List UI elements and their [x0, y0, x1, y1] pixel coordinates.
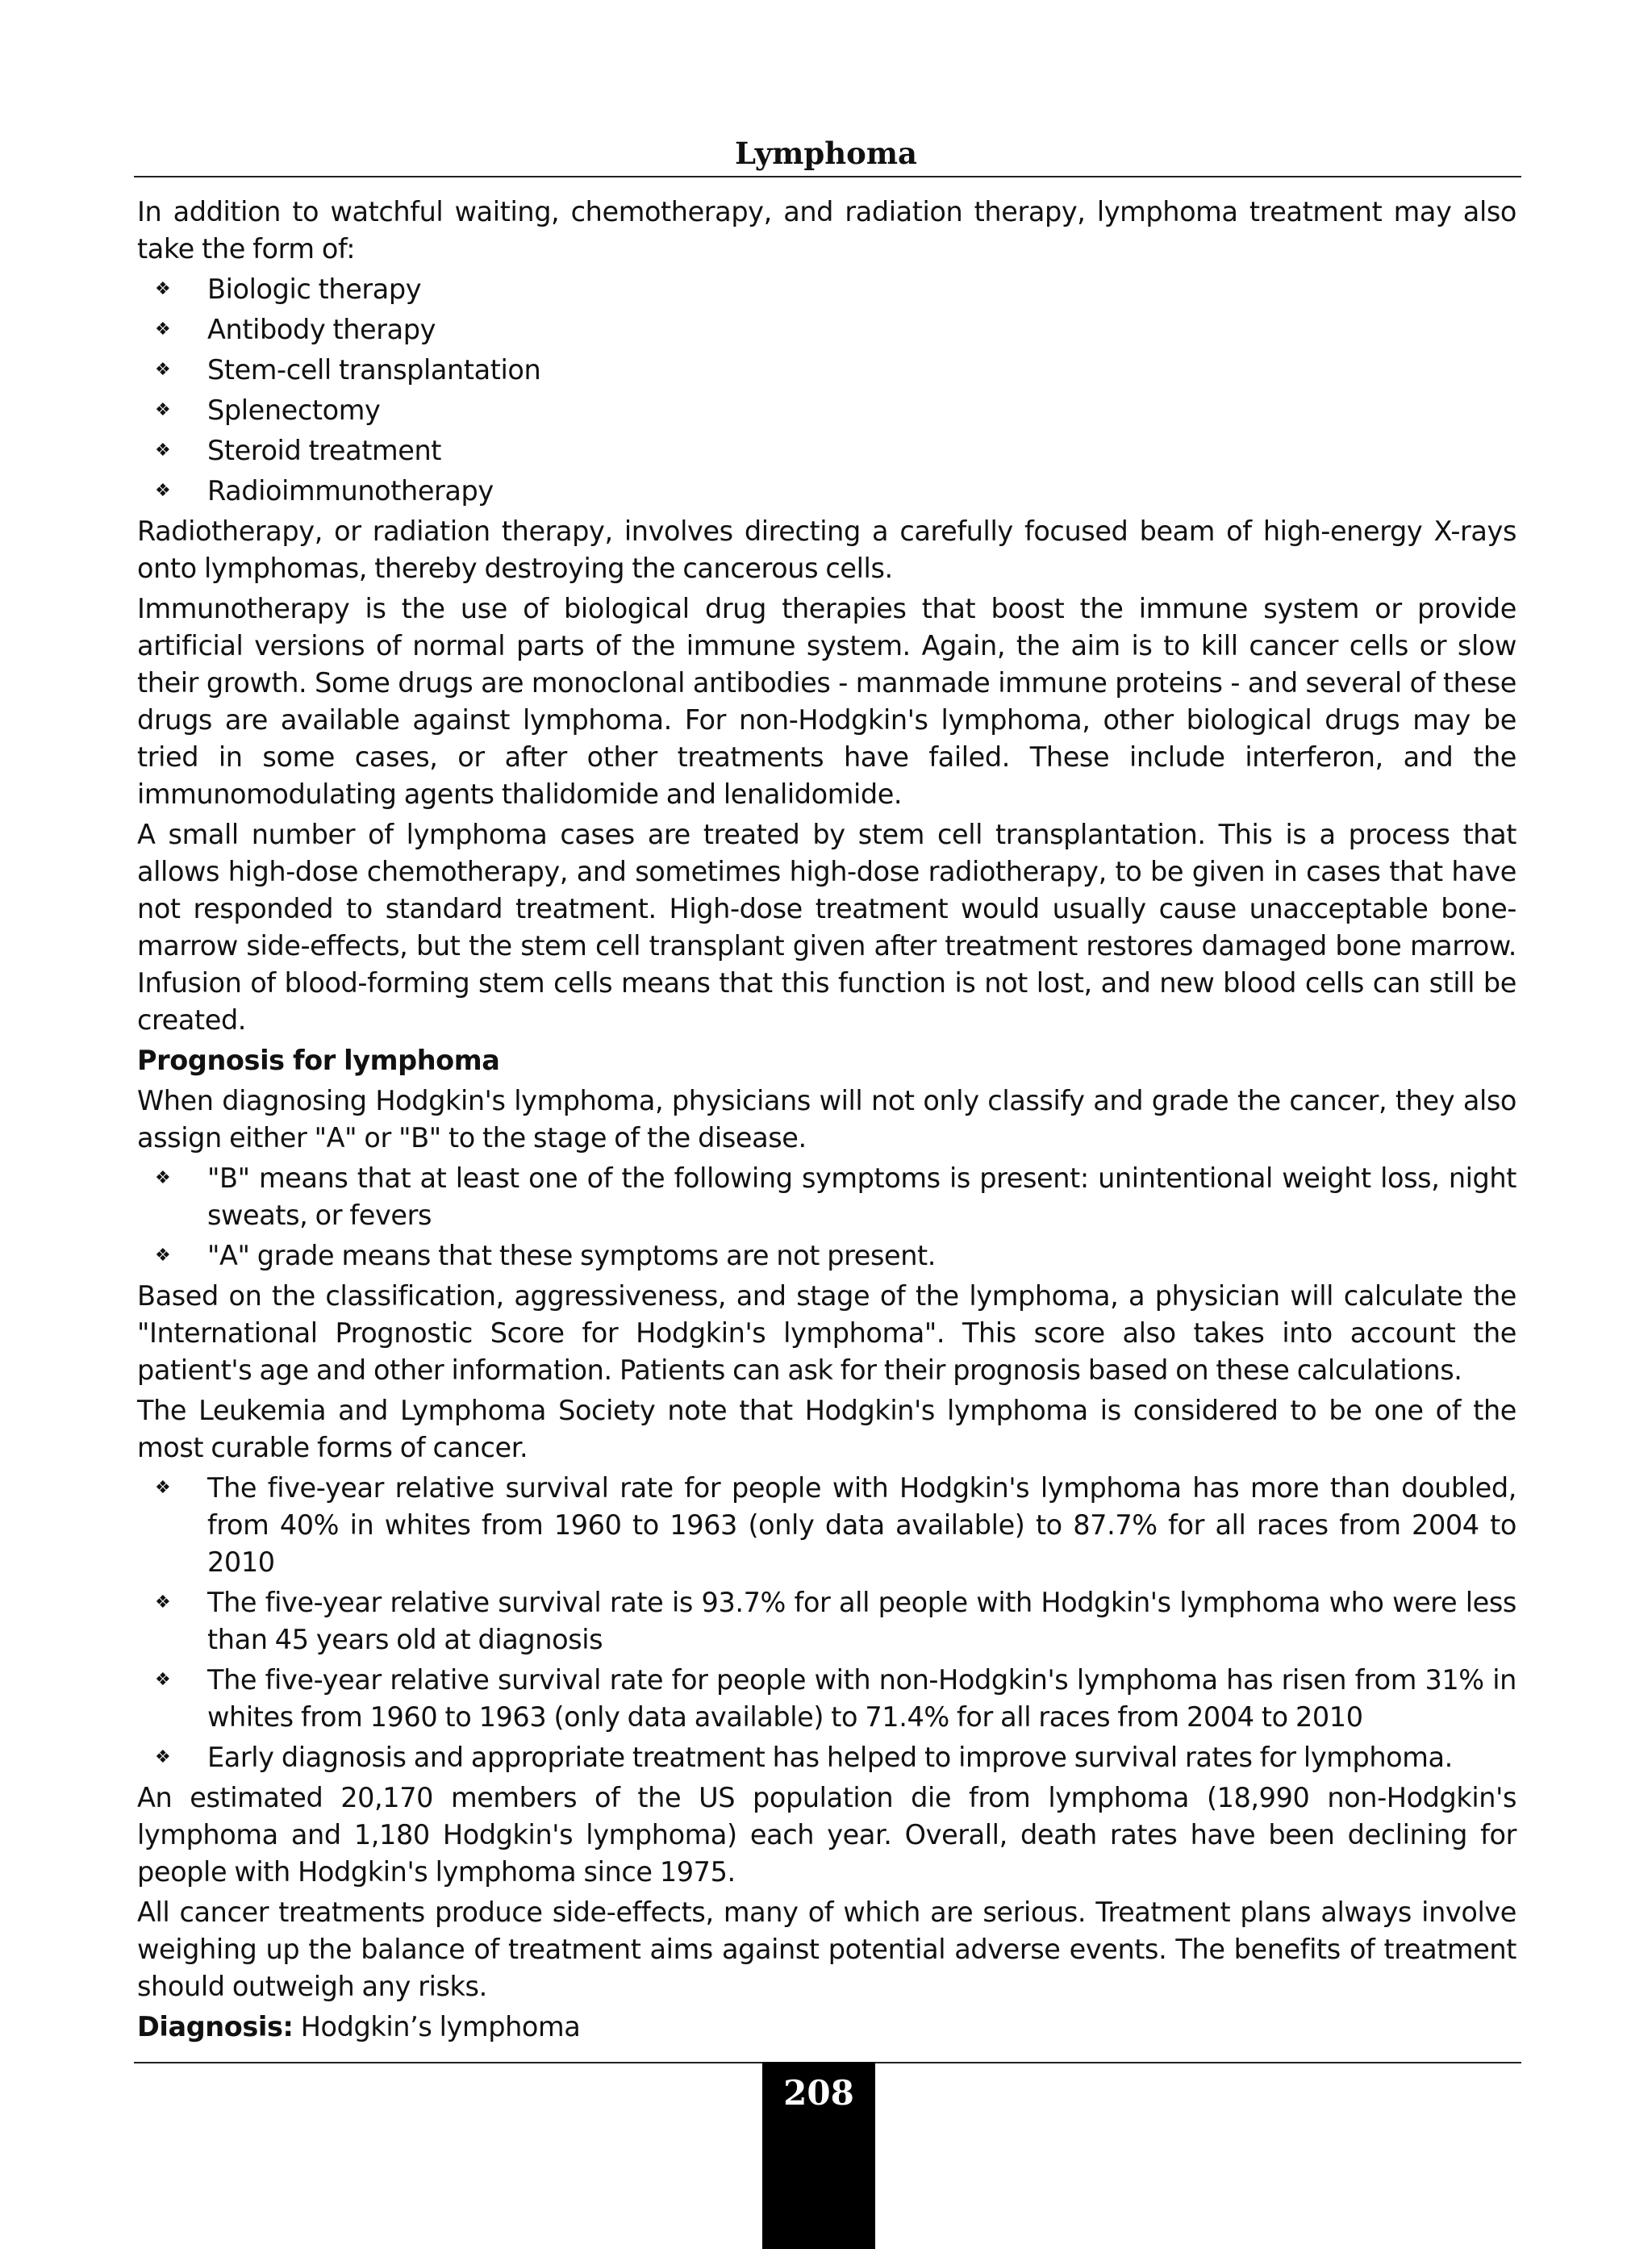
diamond-bullet-icon: ❖ [155, 400, 171, 420]
diamond-bullet-icon: ❖ [155, 1670, 171, 1690]
list-item [137, 432, 1516, 469]
prognosis-intro-paragraph: When diagnosing Hodgkin's lymphoma, physicians will not only classify and grade the cancer, they also assign either "A" or "B" to the stage of the disease. [137, 1085, 1516, 1154]
list-item [137, 1237, 1516, 1275]
list-item [137, 311, 1516, 348]
list-item-text: Radioimmunotherapy [207, 475, 494, 507]
list-item [137, 1662, 1516, 1736]
page-number: 208 [783, 2073, 854, 2113]
diamond-bullet-icon: ❖ [155, 279, 171, 299]
list-item-text: Biologic therapy [207, 273, 422, 305]
list-item-text: The five-year relative survival rate for people with Hodgkin's lymphoma has more than doubled, from 40% in whites from 1960 to 1963 (only data available) to 87.7% for all races from 2004 to 2010 [207, 1472, 1516, 1578]
list-item [137, 1160, 1516, 1234]
page-content [137, 194, 1516, 2049]
page-number-box [762, 2062, 875, 2249]
list-item [137, 271, 1516, 308]
diamond-bullet-icon: ❖ [155, 481, 171, 501]
intro-paragraph: In addition to watchful waiting, chemotherapy, and radiation therapy, lymphoma treatment may also take the form of: [137, 196, 1516, 265]
treatment-forms-list [137, 271, 1516, 510]
list-item-text: The five-year relative survival rate is 93.7% for all people with Hodgkin's lymphoma who were less than 45 years old at diagnosis [207, 1587, 1516, 1655]
diamond-bullet-icon: ❖ [155, 319, 171, 340]
list-item-text: Early diagnosis and appropriate treatment has helped to improve survival rates for lymphoma. [207, 1742, 1453, 1773]
diamond-bullet-icon: ❖ [155, 1592, 171, 1613]
radiotherapy-paragraph: Radiotherapy, or radiation therapy, involves directing a carefully focused beam of high-energy X-rays onto lymphomas, thereby destroying the cancerous cells. [137, 515, 1516, 584]
diamond-bullet-icon: ❖ [155, 360, 171, 380]
immunotherapy-paragraph: Immunotherapy is the use of biological drug therapies that boost the immune system or provide artificial versions of normal parts of the immune system. Again, the aim is to kill cancer cells or slow their growth. Some drugs are monoclonal antibodies - manmade immune proteins - and several of these drugs are available against lymphoma. For non-Hodgkin's lymphoma, other biological drugs may be tried in some cases, or after other treatments have failed. These include interferon, and the immunomodulating agents thalidomide and lenalidomide. [137, 593, 1516, 810]
list-item-text: Splenectomy [207, 394, 381, 426]
diamond-bullet-icon: ❖ [155, 1168, 171, 1188]
list-item-text: Steroid treatment [207, 435, 442, 466]
list-item-text: Stem-cell transplantation [207, 354, 541, 386]
list-item [137, 392, 1516, 429]
list-item [137, 1470, 1516, 1581]
page-header-title: Lymphoma [735, 136, 917, 171]
list-item-text: The five-year relative survival rate for people with non-Hodgkin's lymphoma has risen from 31% in whites from 1960 to 1963 (only data available) to 71.4% for all races from 2004 to 2010 [207, 1664, 1516, 1733]
grades-list [137, 1160, 1516, 1275]
diamond-bullet-icon: ❖ [155, 1747, 171, 1767]
list-item-text: "A" grade means that these symptoms are not present. [207, 1240, 937, 1271]
survival-facts-list [137, 1470, 1516, 1776]
diamond-bullet-icon: ❖ [155, 1478, 171, 1498]
diamond-bullet-icon: ❖ [155, 440, 171, 461]
list-item-text: Antibody therapy [207, 314, 436, 345]
list-item [137, 1584, 1516, 1659]
list-item [137, 352, 1516, 389]
list-item [137, 1739, 1516, 1776]
diagnosis-value: Hodgkin’s lymphoma [293, 2011, 581, 2042]
stem-cell-paragraph: A small number of lymphoma cases are treated by stem cell transplantation. This is a process that allows high-dose chemotherapy, and sometimes high-dose radiotherapy, to be given in cases that have not responded to standard treatment. High-dose treatment would usually cause unacceptable bone-marrow side-effects, but the stem cell transplant given after treatment restores damaged bone marrow. Infusion of blood-forming stem cells means that this function is not lost, and new blood cells can still be created. [137, 819, 1516, 1036]
list-item-text: "B" means that at least one of the following symptoms is present: unintentional weight loss, night sweats, or fevers [207, 1162, 1516, 1231]
side-effects-paragraph: All cancer treatments produce side-effects, many of which are serious. Treatment plans always involve weighing up the balance of treatment aims against potential adverse events. The benefits of treatment should outweigh any risks. [137, 1896, 1516, 2002]
diagnosis-label: Diagnosis: [137, 2011, 294, 2042]
prognosis-heading: Prognosis for lymphoma [137, 1045, 500, 1076]
list-item [137, 473, 1516, 510]
diagnosis-line [137, 2009, 1516, 2046]
estimate-paragraph: An estimated 20,170 members of the US population die from lymphoma (18,990 non-Hodgkin's lymphoma and 1,180 Hodgkin's lymphoma) each year. Overall, death rates have been declining for people with Hodgkin's lymphoma since 1975. [137, 1782, 1516, 1888]
header-divider [134, 176, 1521, 177]
diamond-bullet-icon: ❖ [155, 1246, 171, 1266]
society-paragraph: The Leukemia and Lymphoma Society note that Hodgkin's lymphoma is considered to be one of the most curable forms of cancer. [137, 1395, 1516, 1463]
prognostic-score-paragraph: Based on the classification, aggressiveness, and stage of the lymphoma, a physician will calculate the "International Prognostic Score for Hodgkin's lymphoma". This score also takes into account the patient's age and other information. Patients can ask for their prognosis based on these calculations. [137, 1280, 1516, 1386]
